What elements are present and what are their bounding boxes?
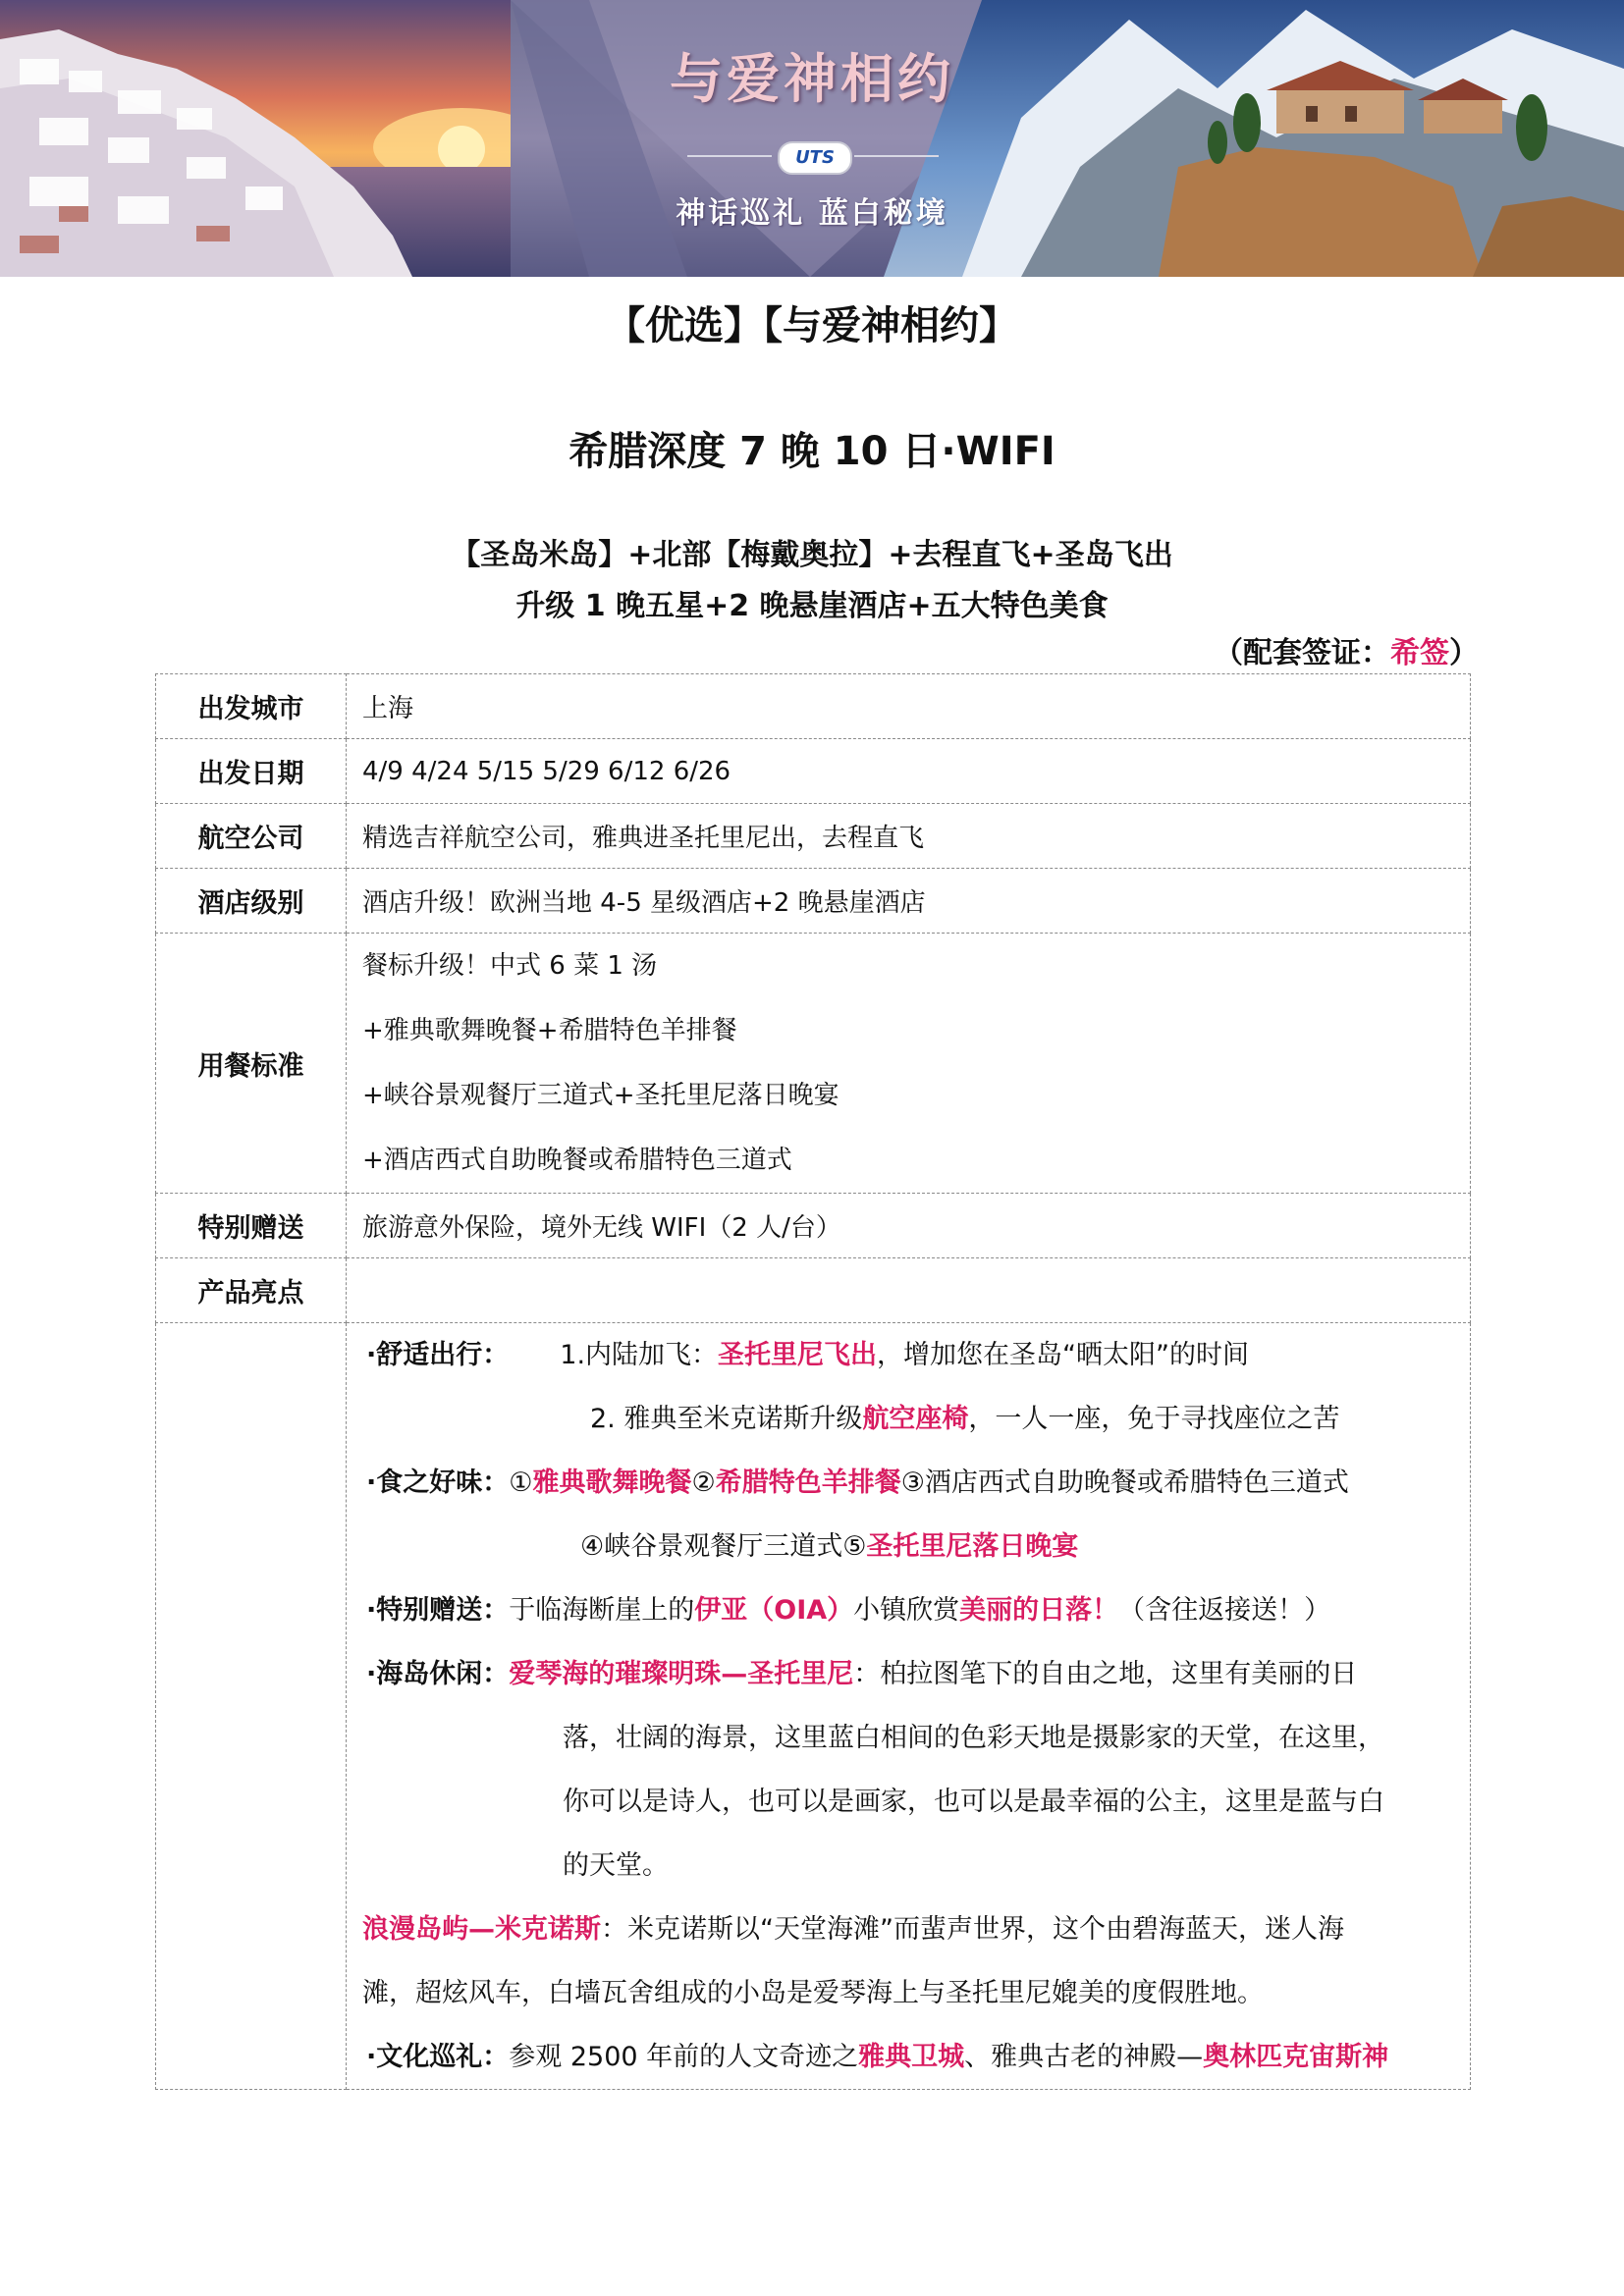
mykonos-text: ：米克诺斯以“天堂海滩”而蜚声世界，这个由碧海蓝天，迷人海 — [601, 1914, 1344, 1945]
culture-emphasis: 奥林匹克宙斯神 — [1203, 2042, 1389, 2072]
mykonos-emphasis: 浪漫岛屿—米克诺斯 — [362, 1914, 601, 1945]
food-emphasis: 圣托里尼落日晚宴 — [866, 1531, 1079, 1562]
row-highlights-header — [156, 1258, 1471, 1323]
itinerary-table — [155, 673, 1471, 2090]
highlights-content — [347, 1323, 1471, 2090]
highlight-food-line2 — [347, 1515, 1470, 1578]
row-airline — [156, 804, 1471, 869]
highlight-culture-label: ·文化巡礼： — [366, 2042, 510, 2072]
value-departure-dates: 4/9 4/24 5/15 5/29 6/12 6/26 — [347, 739, 1471, 804]
highlight-comfort-line2 — [347, 1387, 1470, 1451]
label-departure-city: 出发城市 — [156, 674, 347, 739]
culture-text: 、雅典古老的神殿— — [964, 2042, 1204, 2072]
product-subtitle: 希腊深度 7 晚 10 日·WIFI — [568, 429, 1056, 474]
row-departure-dates — [156, 739, 1471, 804]
comfort-text: 2. 雅典至米克诺斯升级 — [590, 1404, 863, 1434]
highlight-gift-label: ·特别赠送： — [366, 1595, 510, 1626]
row-gift — [156, 1194, 1471, 1258]
highlight-mykonos-line2: 滩，超炫风车，白墙瓦舍组成的小岛是爱琴海上与圣托里尼媲美的度假胜地。 — [362, 1978, 1264, 2008]
gift-text: 于临海断崖上的 — [509, 1595, 695, 1626]
label-hotel: 酒店级别 — [156, 869, 347, 934]
highlight-culture-line — [347, 2025, 1470, 2089]
logo-rule-left — [687, 155, 772, 157]
highlight-food-label: ·食之好味： — [366, 1468, 510, 1498]
value-departure-city: 上海 — [347, 674, 1471, 739]
banner-title: 与爱神相约 — [670, 47, 954, 110]
highlight-gift-line — [347, 1578, 1470, 1642]
label-highlights: 产品亮点 — [156, 1258, 347, 1323]
gift-text: （含往返接送！） — [1118, 1595, 1331, 1626]
meal-line: +峡谷景观餐厅三道式+圣托里尼落日晚宴 — [362, 1081, 839, 1110]
label-departure-dates: 出发日期 — [156, 739, 347, 804]
product-upgrades: 升级 1 晚五星+2 晚悬崖酒店+五大特色美食 — [515, 589, 1109, 623]
uts-logo: UTS — [778, 141, 852, 175]
culture-text: 参观 2500 年前的人文奇迹之 — [509, 2042, 859, 2072]
gift-text: 小镇欣赏 — [853, 1595, 960, 1626]
value-airline: 精选吉祥航空公司，雅典进圣托里尼出，去程直飞 — [347, 804, 1471, 869]
product-title: 【优选】【与爱神相约】 — [606, 303, 1018, 348]
visa-type: 希签 — [1390, 636, 1449, 670]
meal-line: +酒店西式自助晚餐或希腊特色三道式 — [362, 1146, 792, 1175]
value-gift: 旅游意外保险，境外无线 WIFI（2 人/台） — [347, 1194, 1471, 1258]
label-gift: 特别赠送 — [156, 1194, 347, 1258]
meal-line: +雅典歌舞晚餐+希腊特色羊排餐 — [362, 1016, 737, 1045]
visa-suffix: ） — [1449, 636, 1479, 670]
row-highlights — [156, 1323, 1471, 2090]
food-emphasis: 雅典歌舞晚餐 — [532, 1468, 692, 1498]
row-departure-city — [156, 674, 1471, 739]
culture-emphasis: 雅典卫城 — [858, 2042, 965, 2072]
food-number: ② — [691, 1468, 716, 1498]
highlights-blank-cell — [156, 1323, 347, 2090]
row-hotel — [156, 869, 1471, 934]
comfort-emphasis: 圣托里尼飞出 — [718, 1340, 878, 1370]
food-text: ③酒店西式自助晚餐或希腊特色三道式 — [900, 1468, 1349, 1498]
highlight-island-line3: 你可以是诗人，也可以是画家，也可以是最幸福的公主，这里是蓝与白 — [563, 1787, 1384, 1817]
visa-prefix: （配套签证： — [1214, 636, 1390, 670]
highlight-island-line4: 的天堂。 — [563, 1850, 669, 1881]
highlight-island-line1 — [347, 1642, 1470, 1706]
product-route: 【圣岛米岛】+北部【梅戴奥拉】+去程直飞+圣岛飞出 — [451, 538, 1173, 572]
banner-subtitle: 神话巡礼 蓝白秘境 — [676, 196, 948, 231]
food-emphasis: 希腊特色羊排餐 — [715, 1468, 901, 1498]
comfort-text: ，增加您在圣岛“晒太阳”的时间 — [877, 1340, 1250, 1370]
highlight-island-line2: 落，壮阔的海景，这里蓝白相间的色彩天地是摄影家的天堂，在这里， — [563, 1723, 1384, 1753]
logo-rule-right — [854, 155, 939, 157]
comfort-text: 1.内陆加飞： — [560, 1340, 719, 1370]
island-emphasis: 爱琴海的璀璨明珠—圣托里尼 — [509, 1659, 854, 1689]
label-meals: 用餐标准 — [156, 934, 347, 1194]
highlight-island-label: ·海岛休闲： — [366, 1659, 510, 1689]
highlight-comfort-line1 — [347, 1323, 1470, 1387]
island-text: ：柏拉图笔下的自由之地，这里有美丽的日 — [853, 1659, 1358, 1689]
food-number: ① — [509, 1468, 533, 1498]
gift-emphasis: 伊亚（OIA） — [694, 1595, 854, 1626]
highlight-comfort-label: ·舒适出行： — [366, 1340, 510, 1370]
food-text: ④峡谷景观餐厅三道式⑤ — [580, 1531, 867, 1562]
value-highlights-empty — [347, 1258, 1471, 1323]
row-meals — [156, 934, 1471, 1194]
gift-emphasis: 美丽的日落！ — [959, 1595, 1119, 1626]
visa-note — [1214, 628, 1479, 671]
value-hotel: 酒店升级！欧洲当地 4-5 星级酒店+2 晚悬崖酒店 — [347, 869, 1471, 934]
highlight-food-line1 — [347, 1451, 1470, 1515]
highlight-mykonos-line1 — [347, 1897, 1470, 1961]
comfort-emphasis: 航空座椅 — [862, 1404, 969, 1434]
label-airline: 航空公司 — [156, 804, 347, 869]
comfort-text: ，一人一座，免于寻找座位之苦 — [968, 1404, 1340, 1434]
meal-line: 餐标升级！中式 6 菜 1 汤 — [362, 951, 658, 981]
banner — [0, 0, 1624, 277]
value-meals — [347, 934, 1471, 1194]
